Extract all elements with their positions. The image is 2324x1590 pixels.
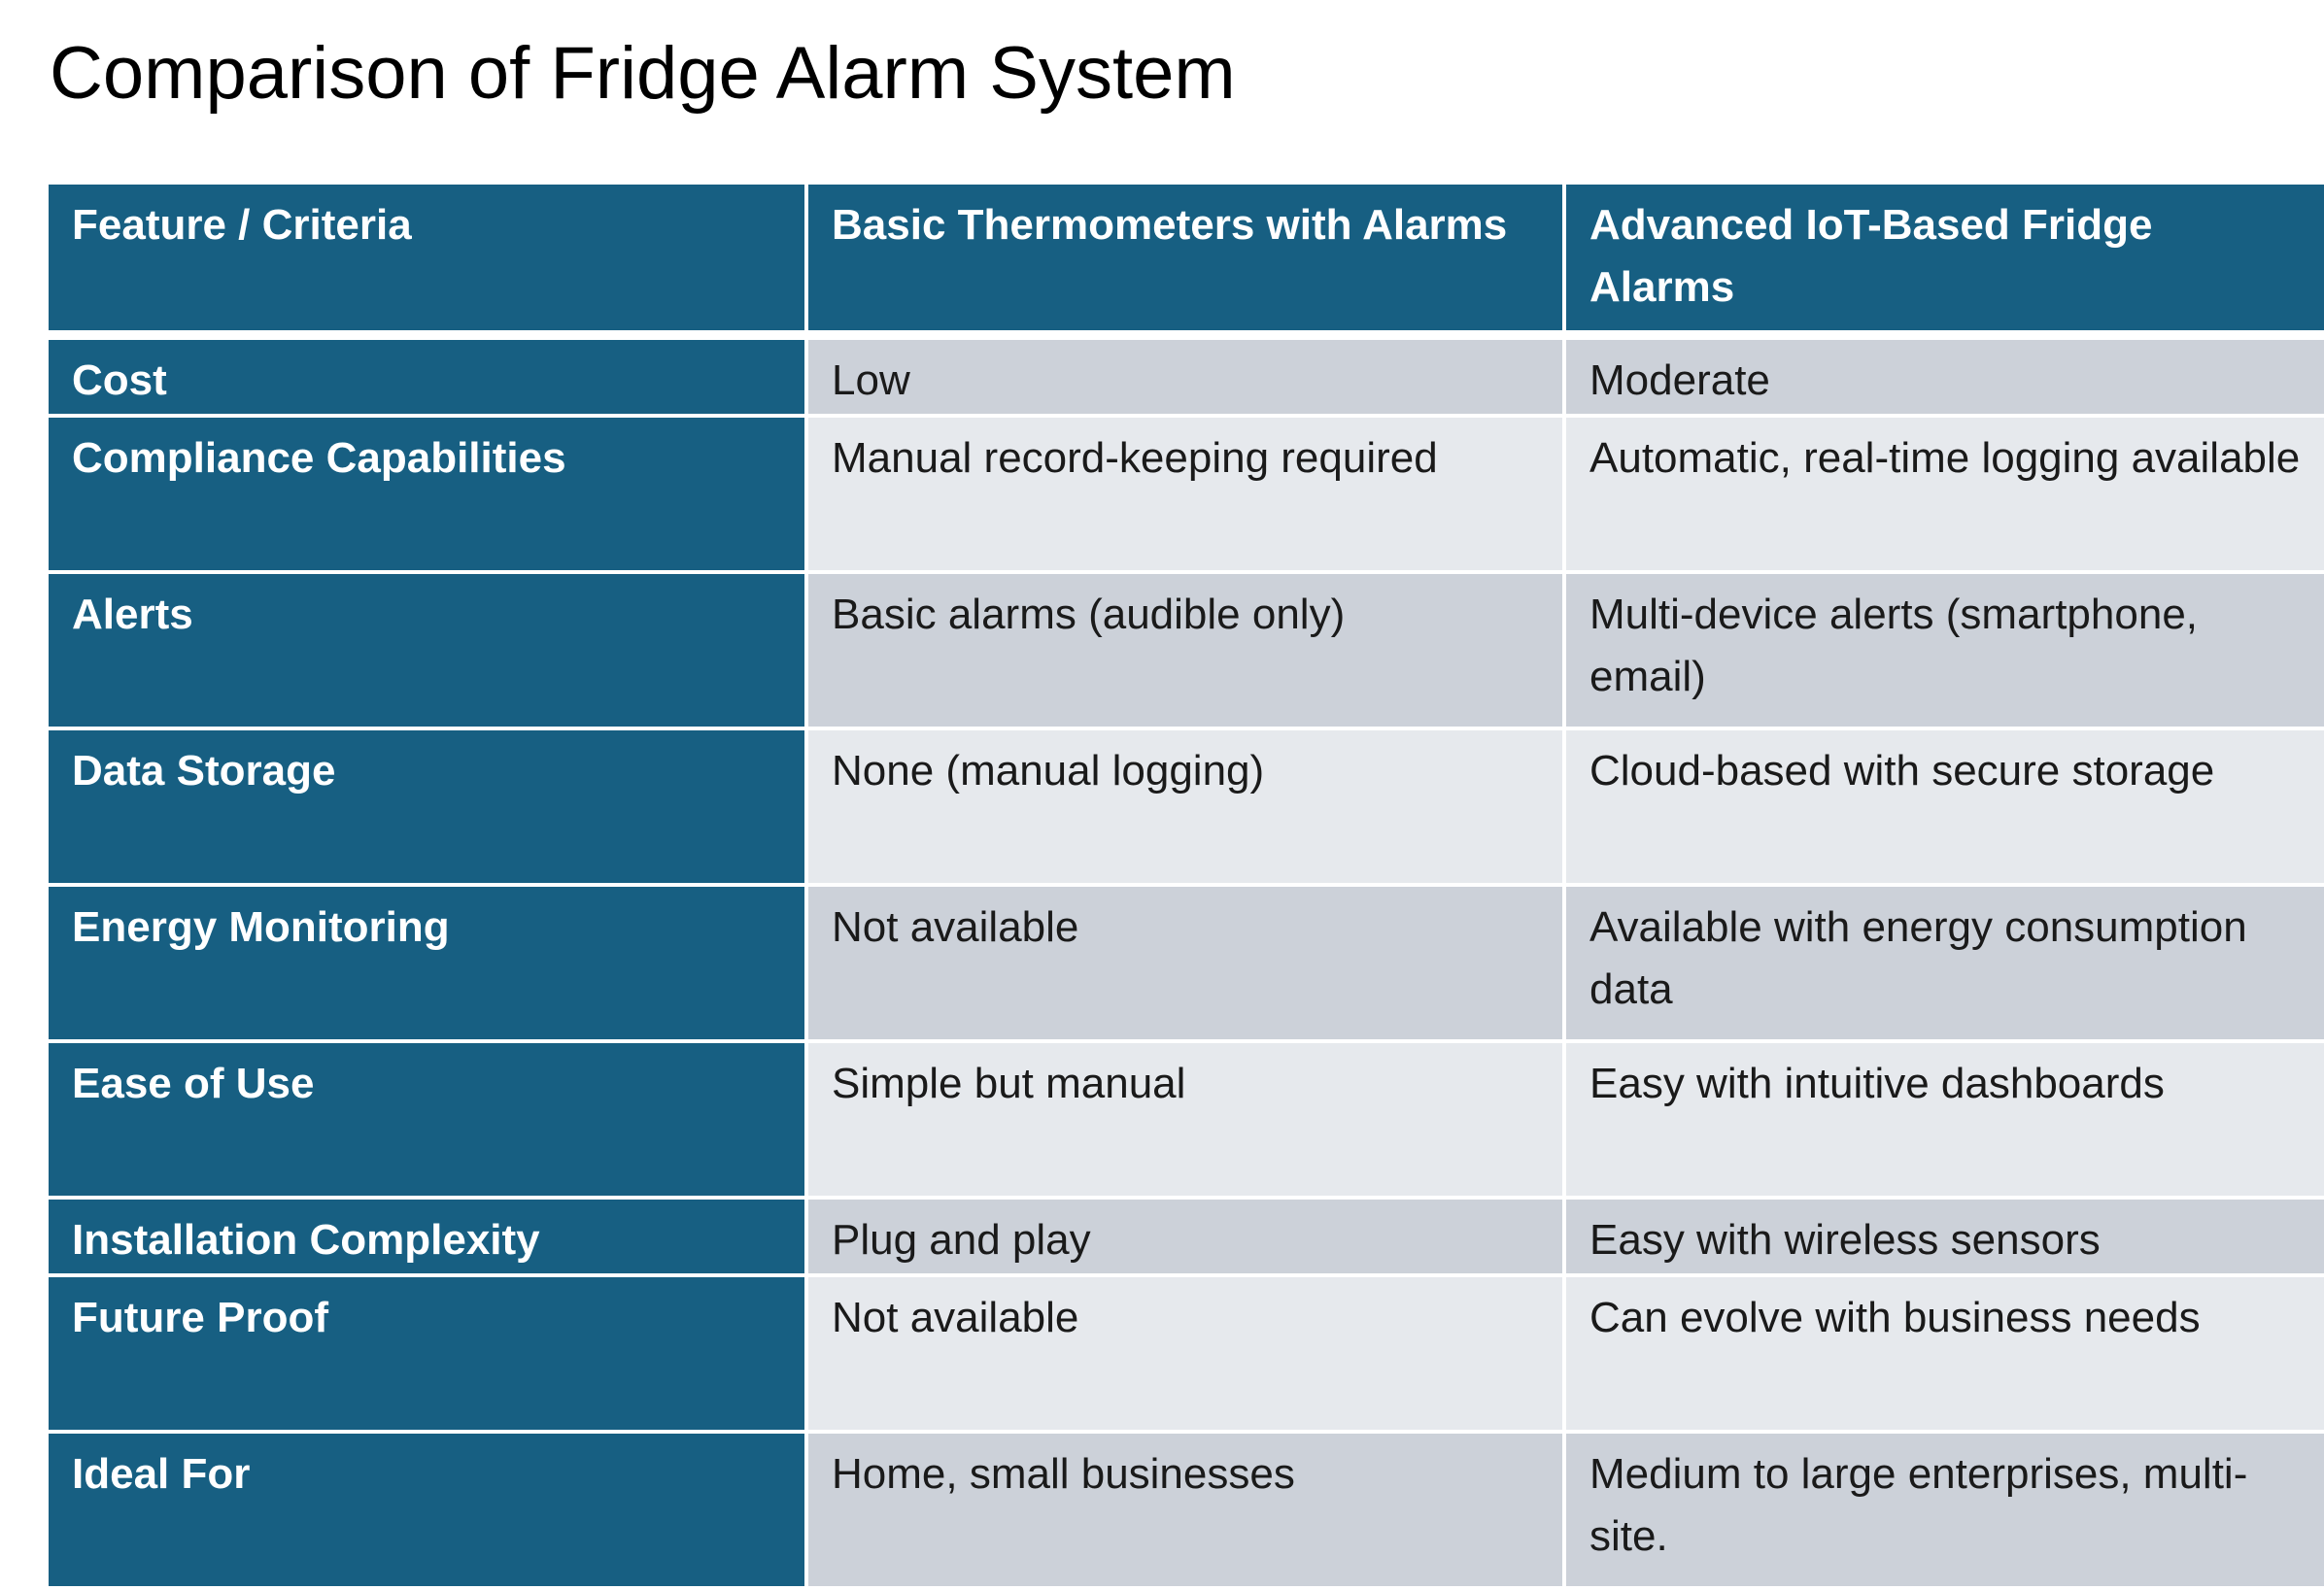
advanced-cell: Can evolve with business needs: [1566, 1277, 2324, 1434]
table-row-alerts: [49, 574, 2324, 730]
advanced-cell: Easy with wireless sensors: [1566, 1200, 2324, 1277]
advanced-cell: Automatic, real-time logging available: [1566, 418, 2324, 574]
table-row-cost: [49, 340, 2324, 418]
header-feature-criteria: Feature / Criteria: [49, 185, 808, 340]
header-basic-thermometers: Basic Thermometers with Alarms: [808, 185, 1566, 340]
basic-cell: Plug and play: [808, 1200, 1566, 1277]
table-row-ideal-for: [49, 1434, 2324, 1590]
table-header-row: [49, 185, 2324, 340]
advanced-cell: Easy with intuitive dashboards: [1566, 1043, 2324, 1200]
basic-cell: Home, small businesses: [808, 1434, 1566, 1590]
basic-cell: Low: [808, 340, 1566, 418]
feature-cell: Energy Monitoring: [49, 887, 808, 1043]
table-row-data-storage: [49, 730, 2324, 887]
advanced-cell: Cloud-based with secure storage: [1566, 730, 2324, 887]
basic-cell: Not available: [808, 887, 1566, 1043]
basic-cell: Simple but manual: [808, 1043, 1566, 1200]
header-advanced-iot: Advanced IoT-Based Fridge Alarms: [1566, 185, 2324, 340]
feature-cell: Installation Complexity: [49, 1200, 808, 1277]
advanced-cell: Medium to large enterprises, multi-site.: [1566, 1434, 2324, 1590]
feature-cell: Alerts: [49, 574, 808, 730]
feature-cell: Future Proof: [49, 1277, 808, 1434]
basic-cell: None (manual logging): [808, 730, 1566, 887]
basic-cell: Manual record-keeping required: [808, 418, 1566, 574]
advanced-cell: Moderate: [1566, 340, 2324, 418]
table-row-energy-monitoring: [49, 887, 2324, 1043]
advanced-cell: Available with energy consumption data: [1566, 887, 2324, 1043]
table-row-compliance: [49, 418, 2324, 574]
feature-cell: Cost: [49, 340, 808, 418]
feature-cell: Ease of Use: [49, 1043, 808, 1200]
basic-cell: Not available: [808, 1277, 1566, 1434]
feature-cell: Ideal For: [49, 1434, 808, 1590]
table-row-installation: [49, 1200, 2324, 1277]
feature-cell: Compliance Capabilities: [49, 418, 808, 574]
table-row-ease-of-use: [49, 1043, 2324, 1200]
page-title: Comparison of Fridge Alarm System: [50, 32, 1236, 115]
advanced-cell: Multi-device alerts (smartphone, email): [1566, 574, 2324, 730]
comparison-table: [49, 185, 2324, 1590]
feature-cell: Data Storage: [49, 730, 808, 887]
table-row-future-proof: [49, 1277, 2324, 1434]
basic-cell: Basic alarms (audible only): [808, 574, 1566, 730]
